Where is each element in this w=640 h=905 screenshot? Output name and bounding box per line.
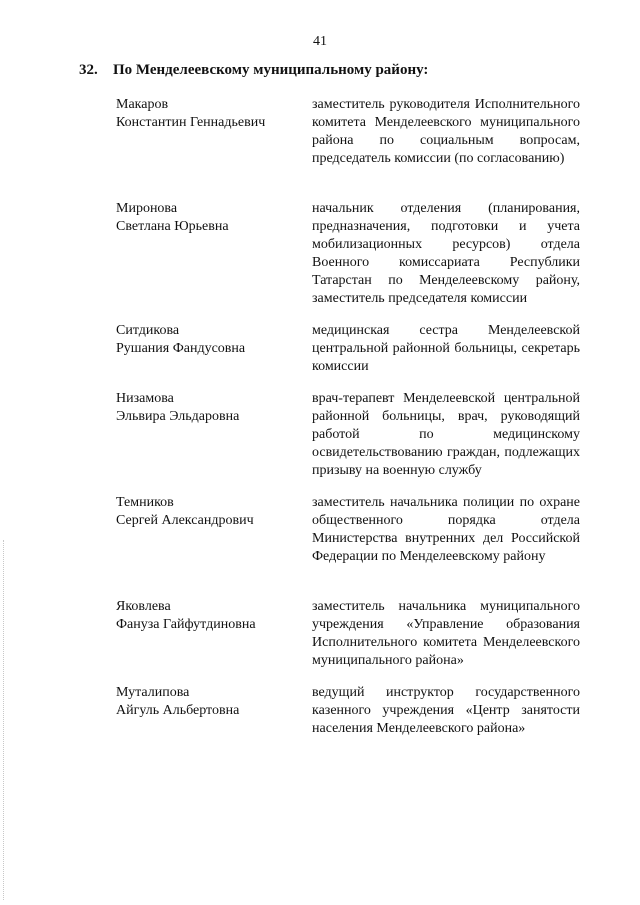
- member-role: медицинская сестра Менделеевской центральной районной больницы, секретарь комиссии: [312, 323, 580, 374]
- scan-margin-marks: [3, 540, 7, 900]
- member-surname: Ситдикова: [116, 323, 180, 338]
- member-name: [116, 598, 296, 634]
- page-number: 41: [313, 34, 327, 49]
- section-number: 32.: [79, 62, 98, 78]
- member-given-names: Эльвира Эльдаровна: [116, 409, 240, 424]
- member-name: [116, 390, 296, 426]
- member-role: врач-терапевт Менделеевской центральной районной больницы, врач, руководящий работой по медицинскому освидетельствованию граждан, подлежащих призыву на военную службу: [312, 391, 580, 478]
- member-surname: Муталипова: [116, 685, 190, 700]
- member-given-names: Фануза Гайфутдиновна: [116, 617, 256, 632]
- member-given-names: Сергей Александрович: [116, 513, 254, 528]
- member-surname: Миронова: [116, 201, 178, 216]
- member-role: ведущий инструктор государственного казенного учреждения «Центр занятости населения Менделеевского района»: [312, 685, 580, 736]
- member-name: [116, 200, 296, 236]
- member-surname: Яковлева: [116, 599, 171, 614]
- member-role: заместитель руководителя Исполнительного комитета Менделеевского муниципального района по социальным вопросам, председатель комиссии (по согласованию): [312, 97, 580, 166]
- member-name: [116, 684, 296, 720]
- member-role: начальник отделения (планирования, предназначения, подготовки и учета мобилизационных ресурсов) отдела Военного комиссариата Республики Татарстан по Менделеевскому району, заместитель председателя комиссии: [312, 201, 580, 306]
- member-name: [116, 322, 296, 358]
- member-surname: Темников: [116, 495, 174, 510]
- member-surname: Низамова: [116, 391, 174, 406]
- member-role: заместитель начальника полиции по охране общественного порядка отдела Министерства внутренних дел Российской Федерации по Менделеевскому району: [312, 495, 580, 564]
- section-heading: [79, 62, 428, 79]
- member-given-names: Константин Геннадьевич: [116, 115, 266, 130]
- member-given-names: Айгуль Альбертовна: [116, 703, 240, 718]
- section-title: По Менделеевскому муниципальному району:: [113, 62, 429, 78]
- member-given-names: Рушания Фандусовна: [116, 341, 246, 356]
- member-name: [116, 96, 296, 132]
- member-role: заместитель начальника муниципального учреждения «Управление образования Исполнительного комитета Менделеевского муниципального района»: [312, 599, 580, 668]
- member-given-names: Светлана Юрьевна: [116, 219, 229, 234]
- member-surname: Макаров: [116, 97, 169, 112]
- member-name: [116, 494, 296, 530]
